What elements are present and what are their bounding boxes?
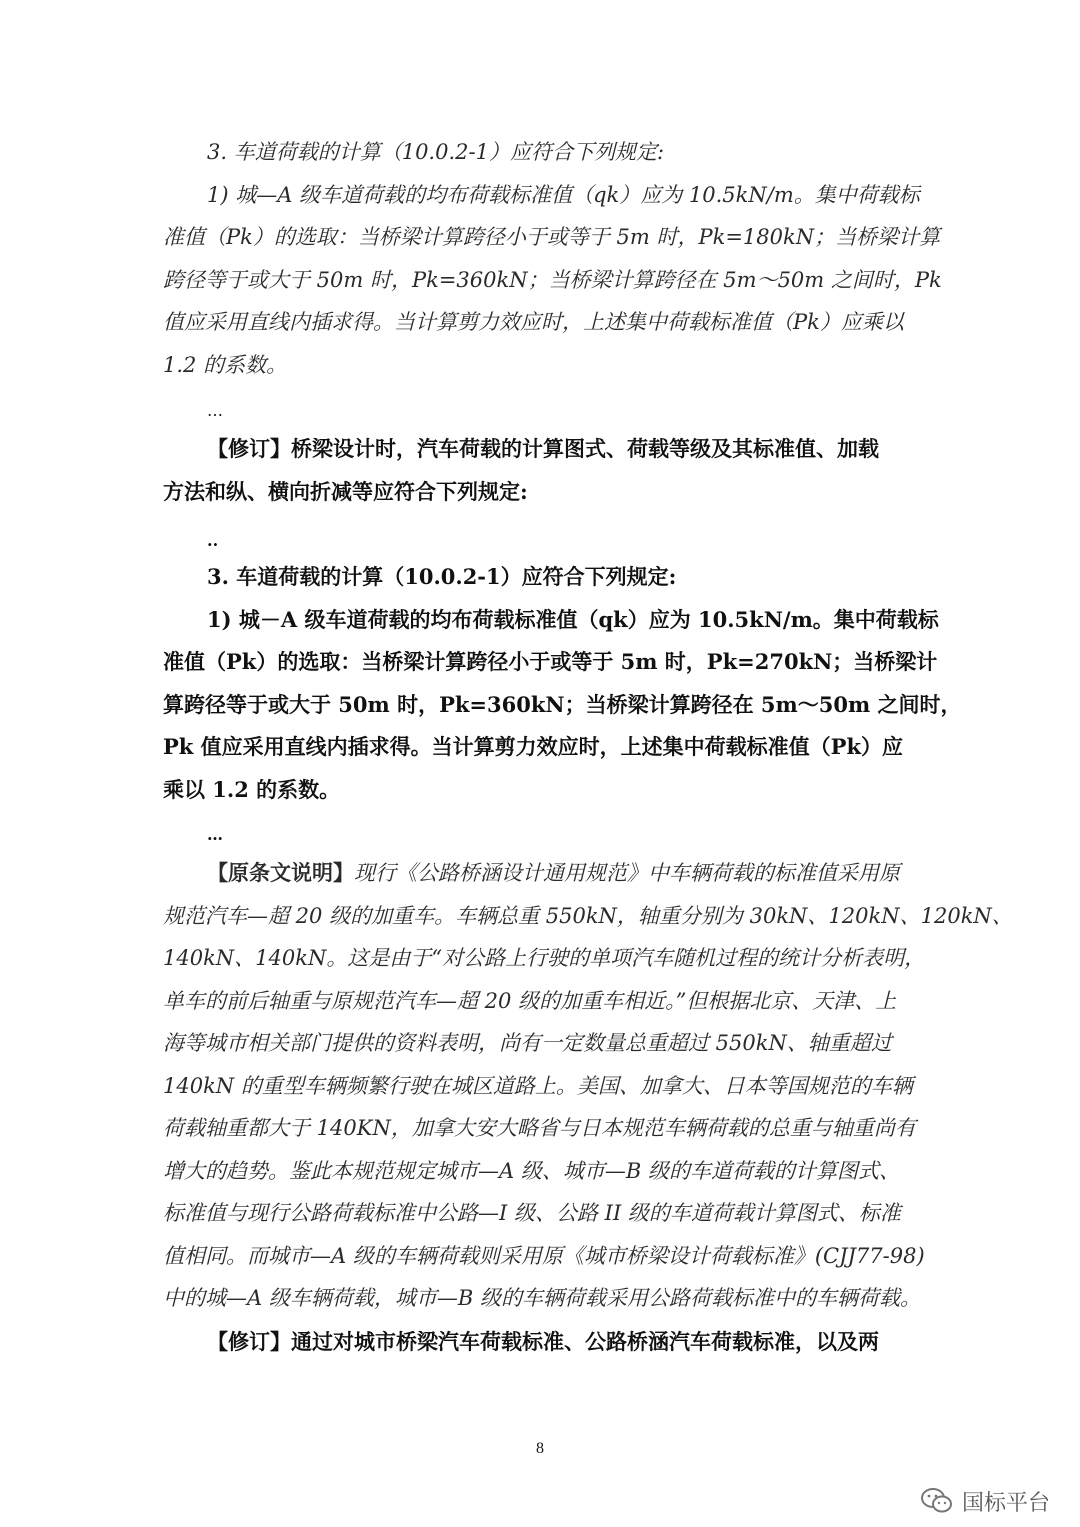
original-line-0: 3. 车道荷载的计算（10.0.2-1）应符合下列规定:: [207, 140, 665, 164]
revision-intro-line-1: 方法和纵、横向折减等应符合下列规定:: [163, 478, 528, 504]
revised-line-0: 3. 车道荷载的计算（10.0.2-1）应符合下列规定:: [207, 564, 677, 589]
explanation-line-5: 140kN 的重型车辆频繁行驶在城区道路上。美国、加拿大、日本等国规范的车辆: [163, 1073, 913, 1098]
explanation-line-7: 增大的趋势。鉴此本规范规定城市—A 级、城市—B 级的车道荷载的计算图式、: [163, 1158, 900, 1183]
revision-note: [163, 1321, 923, 1364]
explanation-tag: 【原条文说明】: [207, 860, 354, 885]
revision-note-text: 通过对城市桥梁汽车荷载标准、公路桥涵汽车荷载标准，以及两: [291, 1329, 879, 1354]
revised-ellipsis: …: [207, 825, 223, 844]
revision-note-tag: 【修订】: [207, 1329, 291, 1354]
revised-line-3: 算跨径等于或大于 50m 时，Pk=360kN；当桥梁计算跨径在 5m～50m 之间时，: [163, 691, 962, 717]
explanation-line-9: 值相同。而城市—A 级的车辆荷载则采用原《城市桥梁设计荷载标准》(CJJ77-98): [163, 1243, 925, 1268]
original-line-1: 1) 城—A 级车道荷载的均布荷载标准值（qk）应为 10.5kN/m。集中荷载标: [207, 182, 920, 207]
original-line-4: 值应采用直线内插求得。当计算剪力效应时，上述集中荷载标准值（Pk）应乘以: [163, 310, 904, 334]
explanation-line-1: 规范汽车—超 20 级的加重车。车辆总重 550kN，轴重分别为 30kN、120kN、120kN、: [163, 903, 1013, 928]
explanation-line-3: 单车的前后轴重与原规范汽车—超 20 级的加重车相近。”但根据北京、天津、上: [163, 988, 897, 1013]
revision-note-line-0: [163, 1321, 923, 1364]
original-line-2: 准值（Pk）的选取：当桥梁计算跨径小于或等于 5m 时，Pk=180kN；当桥梁计算: [163, 225, 941, 249]
page-number: 8: [536, 1440, 544, 1457]
revised-line-1: 1) 城－A 级车道荷载的均布荷载标准值（qk）应为 10.5kN/m。集中荷载标: [207, 606, 939, 632]
revised-line-4: Pk 值应采用直线内插求得。当计算剪力效应时，上述集中荷载标准值（Pk）应: [163, 734, 903, 759]
original-explanation: [163, 852, 1013, 1320]
explanation-line-6: 荷载轴重都大于 140KN，加拿大安大略省与日本规范车辆荷载的总重与轴重尚有: [163, 1116, 916, 1140]
explanation-line-10: 中的城—A 级车辆荷载，城市—B 级的车辆荷载采用公路荷载标准中的车辆荷载。: [163, 1286, 921, 1310]
original-clause: [163, 131, 942, 386]
explanation-line-8: 标准值与现行公路荷载标准中公路—I 级、公路 II 级的车道荷载计算图式、标准: [163, 1201, 901, 1225]
revision-tag: 【修订】: [207, 436, 291, 461]
watermark-text: 国标平台: [961, 1490, 1050, 1516]
revision-intro-text: 桥梁设计时，汽车荷载的计算图式、荷载等级及其标准值、加载: [291, 436, 879, 461]
original-ellipsis: …: [207, 401, 223, 420]
explanation-first-text: 现行《公路桥涵设计通用规范》中车辆荷载的标准值采用原: [354, 861, 900, 885]
revision-intro: [163, 428, 923, 513]
revision-intro-line-0: [163, 428, 923, 471]
original-line-3: 跨径等于或大于 50m 时，Pk=360kN；当桥梁计算跨径在 5m～50m 之间时，Pk: [163, 267, 942, 292]
revised-line-2: 准值（Pk）的选取：当桥梁计算跨径小于或等于 5m 时，Pk=270kN；当桥梁计: [163, 649, 938, 674]
revised-line-5: 乘以 1.2 的系数。: [163, 776, 341, 802]
revision-ellipsis: ..: [207, 531, 219, 550]
revised-clause: [163, 556, 962, 811]
explanation-line-0: [163, 852, 923, 895]
explanation-line-2: 140kN、140kN。这是由于“对公路上行驶的单项汽车随机过程的统计分析表明，: [163, 946, 926, 970]
watermark: [920, 1484, 1050, 1518]
explanation-line-4: 海等城市相关部门提供的资料表明，尚有一定数量总重超过 550kN、轴重超过: [163, 1031, 892, 1055]
wechat-icon: [920, 1486, 954, 1516]
original-line-5: 1.2 的系数。: [163, 352, 288, 377]
